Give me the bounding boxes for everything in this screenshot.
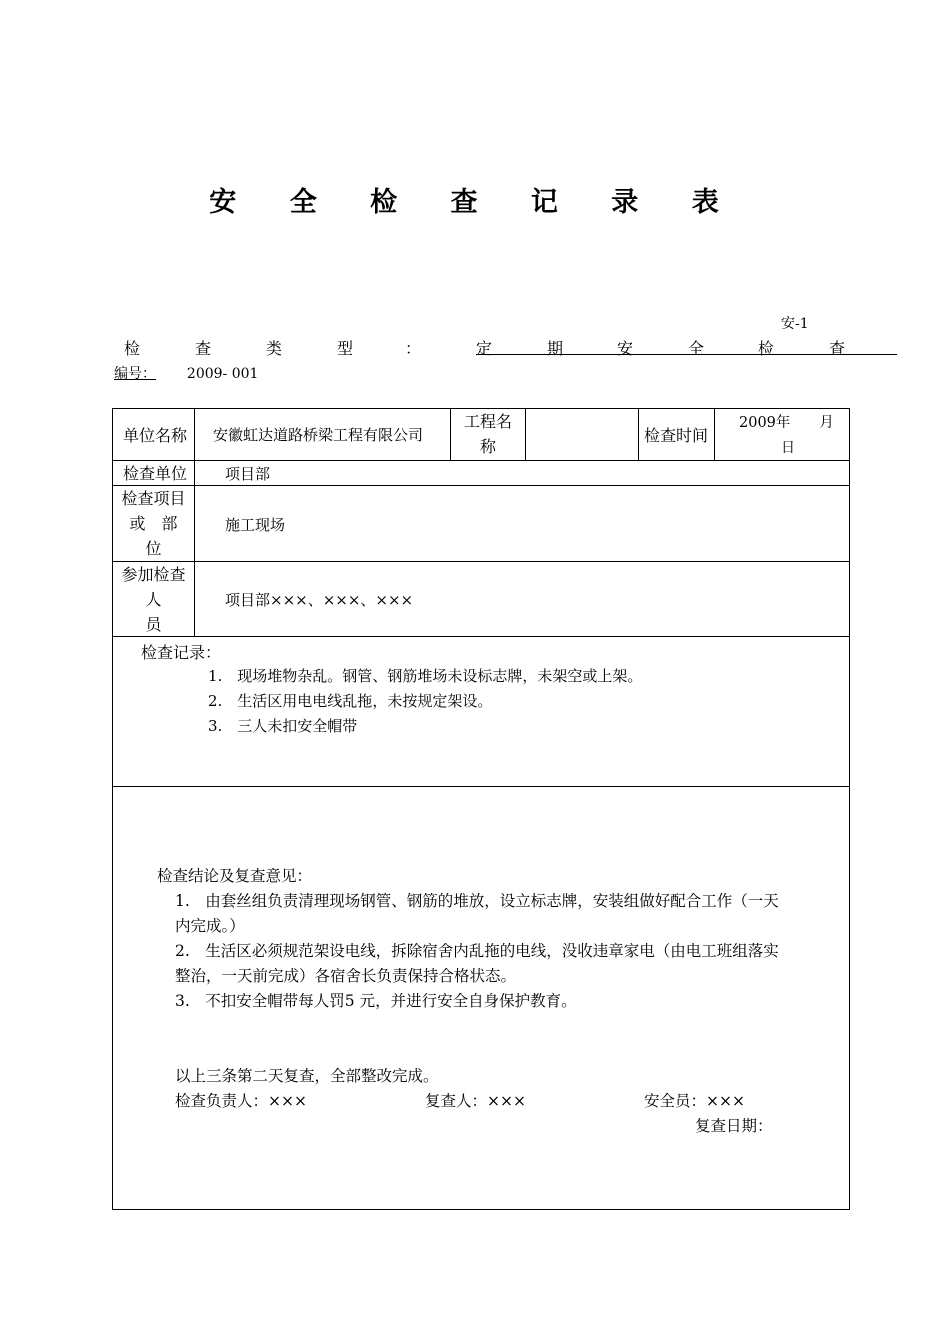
record-item: 2. 生活区用电电线乱拖，未按规定架设。 <box>208 692 493 710</box>
check-type-underline <box>476 354 897 355</box>
row-divider <box>113 485 849 486</box>
check-unit-value: 项目部 <box>225 465 271 483</box>
record-heading: 检查记录： <box>141 643 222 662</box>
participants-value: 项目部×××、×××、××× <box>225 591 414 609</box>
conclusion-line: 3. 不扣安全帽带每人罚5 元，并进行安全自身保护教育。 <box>175 992 577 1010</box>
inspector-signature: 检查负责人：××× <box>175 1092 307 1110</box>
inspection-table <box>112 408 850 1210</box>
check-time-value-line2: 日 <box>781 440 795 456</box>
col-divider <box>525 409 526 460</box>
unit-name-label: 单位名称 <box>123 426 188 445</box>
check-type-value-char: 期 <box>547 339 564 358</box>
check-type-value-char: 检 <box>758 339 775 358</box>
check-type-label-char: ： <box>405 339 422 358</box>
col-divider <box>194 409 195 636</box>
check-time-value-line1: 2009年 月 <box>739 415 834 431</box>
record-item: 1. 现场堆物杂乱。钢管、钢筋堆场未设标志牌，未架空或上架。 <box>208 667 643 685</box>
row-divider <box>113 460 849 461</box>
recheck-date: 复查日期： <box>695 1117 773 1135</box>
project-name-label: 工程名 称 <box>463 412 512 456</box>
check-type-value-char: 查 <box>829 339 846 358</box>
check-time-label: 检查时间 <box>644 426 709 445</box>
check-type-row <box>112 336 897 356</box>
row-divider <box>113 636 849 637</box>
unit-name-value: 安徽虹达道路桥梁工程有限公司 <box>213 426 424 444</box>
check-type-label-char: 检 <box>124 339 141 358</box>
conclusion-line: 2. 生活区必须规范架设电线，拆除宿舍内乱拖的电线，没收违章家电（由电工班组落实 <box>175 942 779 960</box>
check-type-value-char: 全 <box>688 339 705 358</box>
check-type-label-char: 查 <box>195 339 212 358</box>
col-divider <box>714 409 715 460</box>
form-code: 安-1 <box>781 316 809 332</box>
record-item: 3. 三人未扣安全帽带 <box>208 717 358 735</box>
conclusion-line: 内完成。） <box>175 917 245 935</box>
serial-label: 编号： <box>114 366 156 382</box>
page-title: 安 全 检 查 记 录 表 <box>209 187 741 218</box>
check-type-value-char: 安 <box>617 339 634 358</box>
serial-number <box>114 363 258 383</box>
serial-value: 2009- 001 <box>186 366 259 382</box>
check-item-value: 施工现场 <box>225 516 286 534</box>
conclusion-line: 1. 由套丝组负责清理现场钢管、钢筋的堆放，设立标志牌，安装组做好配合工作（一天 <box>175 892 779 910</box>
check-type-label-char: 类 <box>266 339 283 358</box>
row-divider <box>113 561 849 562</box>
col-divider <box>638 409 639 460</box>
participants-label: 参加检查 人 员 <box>121 565 186 634</box>
check-item-label: 检查项目 或 部 位 <box>121 489 186 558</box>
conclusion-heading: 检查结论及复查意见： <box>157 867 313 885</box>
recheck-note: 以上三条第二天复查，全部整改完成。 <box>175 1067 439 1085</box>
rechecker-signature: 复查人：××× <box>425 1092 526 1110</box>
safety-officer-signature: 安全员：××× <box>644 1092 745 1110</box>
check-unit-label: 检查单位 <box>123 464 188 483</box>
row-divider <box>113 786 849 787</box>
check-type-value-char: 定 <box>476 339 493 358</box>
check-type-label-char: 型 <box>337 339 354 358</box>
conclusion-line: 整治，一天前完成）各宿舍长负责保持合格状态。 <box>175 967 517 985</box>
